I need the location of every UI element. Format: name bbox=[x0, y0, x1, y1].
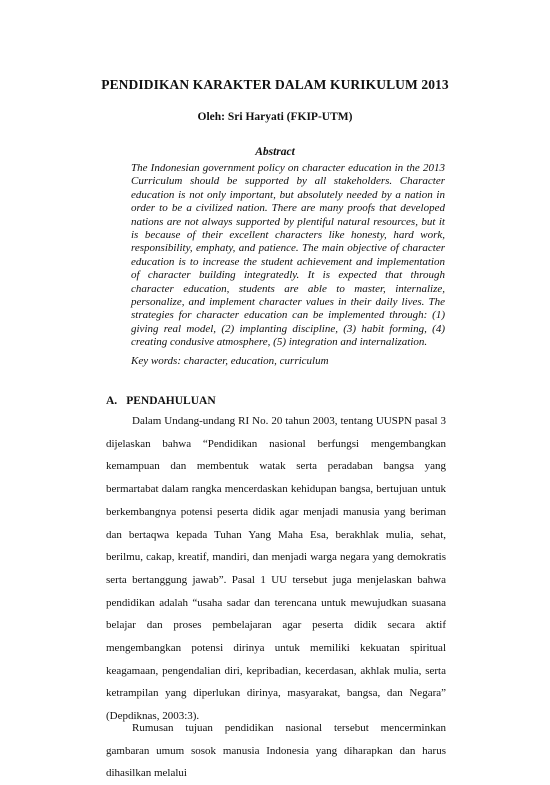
keywords-line: Key words: character, education, curriculum bbox=[131, 355, 329, 367]
body-paragraph-1: Dalam Undang-undang RI No. 20 tahun 2003, tentang UUSPN pasal 3 dijelaskan bahwa “Pendidikan nasional berfungsi mengembangkan kemampuan dan membentuk watak serta peradaban bangsa yang bermartabat dalam rangka mencerdaskan kehidupan bangsa, bertujuan untuk berkembangnya potensi peserta didik agar menjadi manusia yang beriman dan bertaqwa kepada Tuhan Yang Maha Esa, berakhlak mulia, sehat, berilmu, cakap, kreatif, mandiri, dan menjadi warga negara yang demokratis serta bertanggung jawab”. Pasal 1 UU tersebut juga menjelaskan bahwa pendidikan adalah “usaha sadar dan terencana untuk mewujudkan suasana belajar dan proses pembelajaran agar peserta didik secara aktif mengembangkan potensi dirinya untuk memiliki kekuatan spiritual keagamaan, pengendalian diri, kepribadian, kecerdasan, akhlak mulia, serta ketrampilan yang diperlukan dirinya, masyarakat, bangsa, dan Negara” (Depdiknas, 2003:3). bbox=[106, 415, 446, 723]
author-line: Oleh: Sri Haryati (FKIP-UTM) bbox=[197, 111, 353, 123]
section-heading bbox=[106, 395, 216, 407]
abstract-body: The Indonesian government policy on character education in the 2013 Curriculum should be supported by all stakeholders. Character education is not only important, but absolutely needed by a nation in order to be a civilized nation. There are many proofs that developed nations are not always supported by plentiful natural resources, but it is because of their excellent characters like honesty, hard work, responsibility, emphaty, and patience. The main objective of character education is to increase the student achievement and implementation of character building integratedly. It is expected that through character education, students are able to master, internalize, personalize, and implement character values in their daily lives. The strategies for character education can be implemented through: (1) giving real model, (2) implanting discipline, (3) habit forming, (4) creating condusive atmosphere, (5) integration and internalization. bbox=[131, 162, 445, 349]
body-paragraph-2: Rumusan tujuan pendidikan nasional tersebut mencerminkan gambaran umum sosok manusia Indonesia yang diharapkan dan harus dihasilkan melalui bbox=[106, 722, 446, 780]
paper-title: PENDIDIKAN KARAKTER DALAM KURIKULUM 2013 bbox=[101, 77, 449, 92]
abstract-heading: Abstract bbox=[255, 146, 295, 158]
section-number: A. bbox=[106, 395, 118, 407]
section-title: PENDAHULUAN bbox=[126, 395, 216, 407]
